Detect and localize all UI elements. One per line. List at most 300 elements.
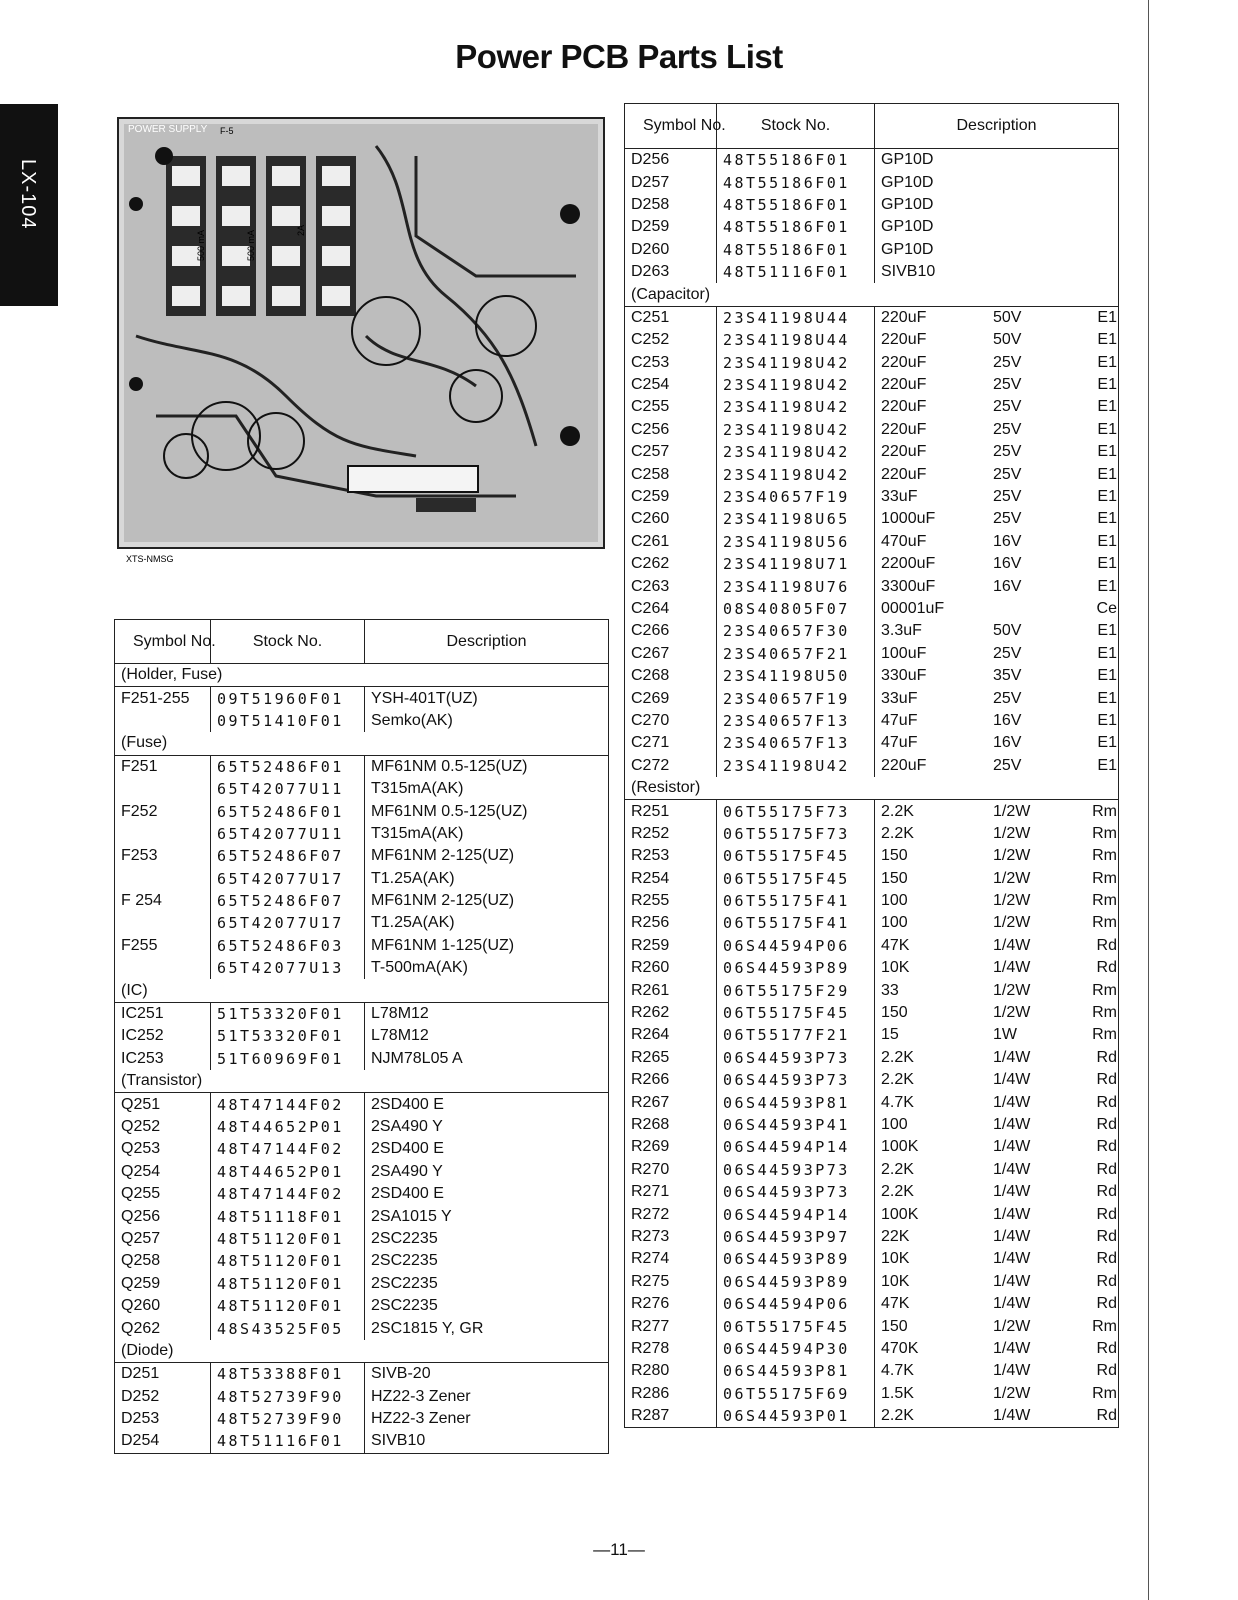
description-cell: MF61NM 0.5-125(UZ) xyxy=(365,800,609,822)
table-row xyxy=(625,441,1119,463)
section-row xyxy=(115,1070,609,1093)
value-text: 4.7K xyxy=(881,1362,914,1380)
stock-cell: 23S41198U42 xyxy=(717,755,875,777)
description-cell xyxy=(875,306,1119,329)
value-text: 150 xyxy=(881,1317,908,1335)
value-text: SIVB10 xyxy=(881,263,936,281)
value-text: 3300uF xyxy=(881,577,936,595)
value-text: 2.2K xyxy=(881,824,914,842)
stock-cell: 09T51960F01 xyxy=(211,687,365,710)
value-text: 2.2K xyxy=(881,1071,914,1089)
symbol-cell: C270 xyxy=(631,711,670,729)
symbol-cell: C258 xyxy=(631,465,670,483)
stock-cell: 06S44594P14 xyxy=(717,1136,875,1158)
symbol-cell: C252 xyxy=(631,331,670,349)
value-text: 470K xyxy=(881,1339,919,1357)
type-text: Rm xyxy=(1092,802,1117,820)
description-cell xyxy=(875,508,1119,530)
description-cell: MF61NM 2-125(UZ) xyxy=(365,845,609,867)
type-text: Rd xyxy=(1096,959,1117,977)
rating-text: 1/4W xyxy=(993,1295,1031,1313)
description-cell xyxy=(875,374,1119,396)
description-cell xyxy=(875,687,1119,709)
rating-text: 16V xyxy=(993,555,1022,573)
symbol-cell: Q259 xyxy=(121,1274,161,1292)
table-row xyxy=(625,935,1119,957)
symbol-cell: D259 xyxy=(631,218,670,236)
description-cell: MF61NM 2-125(UZ) xyxy=(365,890,609,912)
rating-text: 1/2W xyxy=(993,824,1031,842)
table-row xyxy=(625,1136,1119,1158)
rating-text: 1/4W xyxy=(993,1071,1031,1089)
symbol-cell xyxy=(115,778,211,800)
type-text: Rm xyxy=(1092,824,1117,842)
stock-cell: 06S44594P14 xyxy=(717,1203,875,1225)
stock-cell: 51T60969F01 xyxy=(211,1048,365,1070)
symbol-cell: R269 xyxy=(631,1138,670,1156)
description-cell xyxy=(875,1226,1119,1248)
table-row xyxy=(115,1295,609,1317)
description-cell: 2SD400 E xyxy=(365,1183,609,1205)
table-row xyxy=(625,419,1119,441)
type-text: E1 xyxy=(1097,734,1117,752)
table-row xyxy=(625,800,1119,823)
description-cell xyxy=(875,732,1119,754)
description-cell xyxy=(875,823,1119,845)
symbol-cell: C260 xyxy=(631,510,670,528)
value-text: 100K xyxy=(881,1205,919,1223)
rating-text: 16V xyxy=(993,711,1022,729)
table-row xyxy=(625,1203,1119,1225)
pcb-board-label: POWER SUPPLY xyxy=(128,124,208,135)
rating-text: 1/2W xyxy=(993,847,1031,865)
table-row xyxy=(625,1248,1119,1270)
symbol-cell xyxy=(115,710,211,732)
table-row xyxy=(115,1093,609,1116)
section-label: (IC) xyxy=(115,979,609,1002)
symbol-cell: C271 xyxy=(631,734,670,752)
symbol-cell: Q255 xyxy=(121,1185,161,1203)
rating-text: 50V xyxy=(993,308,1022,326)
table-row xyxy=(625,531,1119,553)
type-text: E1 xyxy=(1097,420,1117,438)
table-row xyxy=(115,823,609,845)
symbol-cell: D254 xyxy=(121,1432,160,1450)
description-cell xyxy=(875,149,1119,172)
description-cell: T315mA(AK) xyxy=(365,778,609,800)
symbol-cell: R253 xyxy=(631,847,670,865)
description-cell xyxy=(875,868,1119,890)
stock-cell: 23S40657F30 xyxy=(717,620,875,642)
rating-text: 16V xyxy=(993,734,1022,752)
value-text: 33 xyxy=(881,981,899,999)
section-label: (Transistor) xyxy=(115,1070,609,1093)
symbol-cell: C263 xyxy=(631,577,670,595)
stock-cell: 06S44593P41 xyxy=(717,1114,875,1136)
header-stock: Stock No. xyxy=(717,104,875,149)
table-row xyxy=(625,598,1119,620)
description-cell xyxy=(875,396,1119,418)
table-row xyxy=(625,868,1119,890)
table-row xyxy=(625,1382,1119,1404)
stock-cell: 48T51116F01 xyxy=(211,1430,365,1453)
symbol-cell: D260 xyxy=(631,240,670,258)
symbol-cell: D252 xyxy=(121,1387,160,1405)
value-text: 10K xyxy=(881,1250,910,1268)
section-row xyxy=(625,777,1119,800)
value-text: 150 xyxy=(881,1004,908,1022)
rating-text: 25V xyxy=(993,465,1022,483)
symbol-cell: Q254 xyxy=(121,1162,161,1180)
value-text: 00001uF xyxy=(881,600,945,617)
description-cell xyxy=(875,979,1119,1001)
stock-cell: 06T55177F21 xyxy=(717,1024,875,1046)
table-row xyxy=(625,755,1119,777)
table-row xyxy=(115,935,609,957)
table-row xyxy=(115,1048,609,1070)
symbol-cell: C257 xyxy=(631,443,670,461)
rating-text: 1/2W xyxy=(993,914,1031,932)
description-cell xyxy=(875,957,1119,979)
value-text: GP10D xyxy=(881,151,934,169)
rating-text: 1/4W xyxy=(993,936,1031,954)
stock-cell: 48T51118F01 xyxy=(211,1205,365,1227)
table-row xyxy=(625,575,1119,597)
stock-cell: 65T42077U11 xyxy=(211,823,365,845)
description-cell xyxy=(875,620,1119,642)
stock-cell: 23S40657F13 xyxy=(717,732,875,754)
stock-cell: 23S41198U56 xyxy=(717,531,875,553)
table-row xyxy=(115,868,609,890)
symbol-cell: D257 xyxy=(631,173,670,191)
description-cell xyxy=(875,261,1119,283)
stock-cell: 06S44593P73 xyxy=(717,1069,875,1091)
type-text: Rd xyxy=(1096,1205,1117,1223)
description-cell xyxy=(875,194,1119,216)
stock-cell: 48T51116F01 xyxy=(717,261,875,283)
table-row xyxy=(625,1338,1119,1360)
description-cell xyxy=(875,352,1119,374)
table-row xyxy=(625,508,1119,530)
symbol-cell: D258 xyxy=(631,195,670,213)
stock-cell: 23S41198U71 xyxy=(717,553,875,575)
value-text: 100K xyxy=(881,1138,919,1156)
table-row xyxy=(115,1430,609,1453)
value-text: 47K xyxy=(881,1295,910,1313)
stock-cell: 48T55186F01 xyxy=(717,239,875,261)
symbol-cell: Q253 xyxy=(121,1140,161,1158)
description-cell: T1.25A(AK) xyxy=(365,868,609,890)
rating-text: 1/2W xyxy=(993,892,1031,910)
rating-text: 1/4W xyxy=(993,1250,1031,1268)
type-text: E1 xyxy=(1097,577,1117,595)
table-row xyxy=(625,1002,1119,1024)
value-text: 150 xyxy=(881,869,908,887)
stock-cell: 65T42077U11 xyxy=(211,778,365,800)
rating-text: 16V xyxy=(993,577,1022,595)
symbol-cell: D253 xyxy=(121,1410,160,1428)
symbol-cell: R270 xyxy=(631,1160,670,1178)
description-cell: Semko(AK) xyxy=(365,710,609,732)
stock-cell: 23S41198U42 xyxy=(717,441,875,463)
section-row xyxy=(115,979,609,1002)
type-text: Rd xyxy=(1096,1407,1117,1425)
description-cell xyxy=(875,598,1119,620)
table-row xyxy=(625,1181,1119,1203)
rating-text xyxy=(993,149,1071,171)
page-title: Power PCB Parts List xyxy=(455,38,783,75)
description-cell xyxy=(875,1002,1119,1024)
rating-text: 25V xyxy=(993,689,1022,707)
stock-cell: 65T42077U17 xyxy=(211,868,365,890)
section-label: (Resistor) xyxy=(625,777,1119,800)
stock-cell: 48T52739F90 xyxy=(211,1408,365,1430)
rating-text: 1/4W xyxy=(993,1115,1031,1133)
stock-cell: 06S44593P73 xyxy=(717,1047,875,1069)
stock-cell: 23S41198U44 xyxy=(717,329,875,351)
stock-cell: 48T51120F01 xyxy=(211,1250,365,1272)
type-text: Rd xyxy=(1096,1071,1117,1089)
value-text: 1.5K xyxy=(881,1384,914,1402)
stock-cell: 06S44593P89 xyxy=(717,1248,875,1270)
type-text: Rd xyxy=(1096,1093,1117,1111)
type-text: E1 xyxy=(1097,532,1117,550)
table-row xyxy=(625,486,1119,508)
stock-cell: 48T55186F01 xyxy=(717,194,875,216)
symbol-cell: R278 xyxy=(631,1339,670,1357)
description-cell: SIVB10 xyxy=(365,1430,609,1453)
header-symbol: Symbol No. xyxy=(625,104,717,149)
description-cell xyxy=(875,1248,1119,1270)
symbol-cell: R286 xyxy=(631,1384,670,1402)
rating-text: 25V xyxy=(993,353,1022,371)
rating-text: 1/4W xyxy=(993,1183,1031,1201)
rating-text xyxy=(993,216,1071,238)
pcb-fuse-label: 500 mA xyxy=(246,229,256,261)
rating-text xyxy=(993,172,1071,194)
table-row xyxy=(115,755,609,778)
rating-text: 1/2W xyxy=(993,981,1031,999)
symbol-cell: IC251 xyxy=(115,1002,211,1025)
description-cell xyxy=(875,1069,1119,1091)
rating-text: 1/4W xyxy=(993,1339,1031,1357)
table-row xyxy=(115,845,609,867)
symbol-cell: R264 xyxy=(631,1026,670,1044)
table-row xyxy=(625,1271,1119,1293)
stock-cell: 09T51410F01 xyxy=(211,710,365,732)
table-row xyxy=(625,1069,1119,1091)
type-text: Rd xyxy=(1096,1250,1117,1268)
symbol-cell xyxy=(115,957,211,979)
page-number: —11— xyxy=(593,1540,645,1559)
stock-cell: 06S44594P06 xyxy=(717,935,875,957)
rating-text: 25V xyxy=(993,376,1022,394)
table-row xyxy=(115,1228,609,1250)
type-text: Rd xyxy=(1096,1227,1117,1245)
rating-text: 25V xyxy=(993,420,1022,438)
description-cell: 2SD400 E xyxy=(365,1093,609,1116)
table-row xyxy=(115,1205,609,1227)
description-cell: 2SA1015 Y xyxy=(365,1205,609,1227)
symbol-cell: F255 xyxy=(121,936,158,954)
table-row xyxy=(115,1363,609,1386)
symbol-cell: R252 xyxy=(631,824,670,842)
value-text: 47K xyxy=(881,936,910,954)
table-row xyxy=(625,979,1119,1001)
stock-cell: 06T55175F73 xyxy=(717,823,875,845)
model-label: LX-104 xyxy=(17,159,39,230)
symbol-cell: R273 xyxy=(631,1227,670,1245)
rating-text: 25V xyxy=(993,488,1022,506)
stock-cell: 06S44594P06 xyxy=(717,1293,875,1315)
symbol-cell: R287 xyxy=(631,1407,670,1425)
description-cell xyxy=(875,890,1119,912)
rating-text: 16V xyxy=(993,532,1022,550)
value-text: 2.2K xyxy=(881,1160,914,1178)
table-row xyxy=(115,957,609,979)
value-text: GP10D xyxy=(881,218,934,236)
description-cell xyxy=(875,171,1119,193)
table-row xyxy=(625,1360,1119,1382)
stock-cell: 65T52486F07 xyxy=(211,845,365,867)
stock-cell: 06T55175F73 xyxy=(717,800,875,823)
stock-cell: 23S41198U42 xyxy=(717,463,875,485)
description-cell xyxy=(875,935,1119,957)
stock-cell: 48T52739F90 xyxy=(211,1386,365,1408)
stock-cell: 23S41198U44 xyxy=(717,306,875,329)
description-cell xyxy=(875,531,1119,553)
description-cell xyxy=(875,1405,1119,1428)
rating-text: 25V xyxy=(993,644,1022,662)
description-cell: T315mA(AK) xyxy=(365,823,609,845)
symbol-cell: R251 xyxy=(625,800,717,823)
value-text: 15 xyxy=(881,1026,899,1044)
pcb-fuse-label: 2A xyxy=(296,224,306,236)
table-row xyxy=(625,643,1119,665)
type-text: E1 xyxy=(1097,510,1117,528)
rating-text: 1/4W xyxy=(993,1160,1031,1178)
value-text: 100uF xyxy=(881,644,927,662)
stock-cell: 48T47144F02 xyxy=(211,1183,365,1205)
value-text: 100 xyxy=(881,1115,908,1133)
stock-cell: 06S44593P81 xyxy=(717,1091,875,1113)
table-row xyxy=(115,800,609,822)
stock-cell: 06T55175F41 xyxy=(717,890,875,912)
symbol-cell: R259 xyxy=(631,936,670,954)
stock-cell: 06T55175F45 xyxy=(717,1315,875,1337)
table-row xyxy=(625,261,1119,283)
table-row xyxy=(625,1114,1119,1136)
description-cell xyxy=(875,1293,1119,1315)
description-cell xyxy=(875,1181,1119,1203)
stock-cell: 65T42077U17 xyxy=(211,912,365,934)
value-text: 22K xyxy=(881,1227,910,1245)
rating-text: 1/2W xyxy=(993,1004,1031,1022)
type-text xyxy=(1071,194,1117,216)
table-row xyxy=(625,890,1119,912)
section-label: (Fuse) xyxy=(115,732,609,755)
symbol-cell: R260 xyxy=(631,959,670,977)
description-cell: T1.25A(AK) xyxy=(365,912,609,934)
type-text: E1 xyxy=(1097,443,1117,461)
description-cell xyxy=(875,553,1119,575)
type-text: Rm xyxy=(1092,1026,1117,1044)
stock-cell: 23S40657F19 xyxy=(717,687,875,709)
value-text: 220uF xyxy=(881,353,927,371)
symbol-cell: Q256 xyxy=(121,1207,161,1225)
description-cell: YSH-401T(UZ) xyxy=(365,687,609,710)
stock-cell: 23S40657F13 xyxy=(717,710,875,732)
symbol-cell: C268 xyxy=(631,667,670,685)
symbol-cell: C272 xyxy=(631,756,670,774)
type-text: E1 xyxy=(1097,756,1117,774)
rating-text: 25V xyxy=(993,756,1022,774)
table-row xyxy=(115,687,609,710)
stock-cell: 06T55175F69 xyxy=(717,1382,875,1404)
value-text: 220uF xyxy=(881,398,927,416)
symbol-cell: C251 xyxy=(625,306,717,329)
stock-cell: 08S40805F07 xyxy=(717,598,875,620)
type-text: Rd xyxy=(1096,1183,1117,1201)
symbol-cell: R267 xyxy=(631,1093,670,1111)
header-symbol: Symbol No. xyxy=(115,620,211,664)
symbol-cell: Q251 xyxy=(115,1093,211,1116)
type-text: Rm xyxy=(1092,1317,1117,1335)
rating-text: 1/4W xyxy=(993,1407,1031,1425)
table-row xyxy=(625,687,1119,709)
stock-cell: 48T55186F01 xyxy=(717,149,875,172)
type-text: E1 xyxy=(1097,667,1117,685)
stock-cell: 48T47144F02 xyxy=(211,1093,365,1116)
symbol-cell: R256 xyxy=(631,914,670,932)
description-cell xyxy=(875,800,1119,823)
type-text xyxy=(1071,172,1117,194)
value-text: 2.2K xyxy=(881,802,914,820)
table-row xyxy=(115,1138,609,1160)
description-cell xyxy=(875,1360,1119,1382)
description-cell: L78M12 xyxy=(365,1002,609,1025)
description-cell xyxy=(875,755,1119,777)
stock-cell: 23S40657F21 xyxy=(717,643,875,665)
table-row xyxy=(115,1025,609,1047)
table-row xyxy=(115,710,609,732)
table-row xyxy=(625,732,1119,754)
symbol-cell xyxy=(115,912,211,934)
value-text: 33uF xyxy=(881,488,918,506)
value-text: 4.7K xyxy=(881,1093,914,1111)
symbol-cell: R265 xyxy=(631,1048,670,1066)
stock-cell: 06S44593P89 xyxy=(717,957,875,979)
symbol-cell: R261 xyxy=(631,981,670,999)
value-text: GP10D xyxy=(881,195,934,213)
value-text: 1000uF xyxy=(881,510,936,528)
rating-text xyxy=(993,194,1071,216)
type-text: Rm xyxy=(1092,869,1117,887)
type-text: E1 xyxy=(1097,488,1117,506)
description-cell: HZ22-3 Zener xyxy=(365,1408,609,1430)
stock-cell: 48T51120F01 xyxy=(211,1273,365,1295)
description-cell: MF61NM 0.5-125(UZ) xyxy=(365,755,609,778)
header-description: Description xyxy=(365,620,609,664)
rating-text xyxy=(993,239,1071,261)
description-cell xyxy=(875,710,1119,732)
description-cell xyxy=(875,665,1119,687)
stock-cell: 65T52486F01 xyxy=(211,755,365,778)
table-row xyxy=(625,1226,1119,1248)
table-row xyxy=(625,553,1119,575)
stock-cell: 51T53320F01 xyxy=(211,1002,365,1025)
rating-text: 25V xyxy=(993,510,1022,528)
